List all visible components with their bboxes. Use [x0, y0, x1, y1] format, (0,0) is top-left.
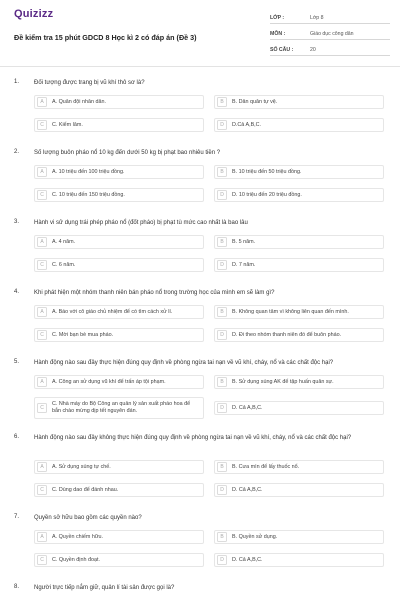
- option-d[interactable]: [214, 118, 384, 132]
- option-letter: B: [217, 97, 227, 107]
- option-letter: B: [217, 462, 227, 472]
- option-letter: C: [37, 190, 47, 200]
- option-d[interactable]: [214, 328, 384, 342]
- quizizz-logo[interactable]: Quizizz: [14, 8, 54, 20]
- option-text: A. Quyền chiếm hữu.: [52, 533, 103, 540]
- meta-label: SỐ CÂU :: [270, 47, 294, 53]
- option-letter: C: [37, 403, 47, 413]
- question-number: 6.: [14, 434, 20, 440]
- worksheet-title: Đề kiểm tra 15 phút GDCD 8 Học kì 2 có đáp án (Đề 3): [14, 33, 197, 42]
- option-d[interactable]: [214, 553, 384, 567]
- meta-underline: [270, 39, 390, 40]
- option-text: B. Quyền sử dụng.: [232, 533, 278, 540]
- option-text: D.Cả A,B,C.: [232, 121, 262, 128]
- question-text: Quyền sở hữu bao gồm các quyền nào?: [34, 515, 142, 521]
- question-text: Hành động nào sau đây không thực hiện đúng quy định về phòng ngừa tai nạn về vũ khí, cháy, nổ và các chất độc hại?: [34, 435, 352, 441]
- option-a[interactable]: [34, 460, 204, 474]
- option-text: B. Không quan tâm vì không liên quan đến mình.: [232, 308, 349, 315]
- question-number: 1.: [14, 79, 20, 85]
- option-letter: C: [37, 120, 47, 130]
- option-letter: A: [37, 237, 47, 247]
- option-letter: B: [217, 532, 227, 542]
- option-text: C. 6 năm.: [52, 261, 76, 268]
- option-text: B. Sử dụng súng AK để tập huấn quân sự.: [232, 378, 334, 385]
- option-a[interactable]: [34, 305, 204, 319]
- option-c[interactable]: [34, 118, 204, 132]
- option-letter: B: [217, 307, 227, 317]
- option-c[interactable]: [34, 397, 204, 419]
- option-text: C. Mời bạn bè mua pháo.: [52, 331, 114, 338]
- option-text: A. 10 triệu đến 100 triệu đồng.: [52, 168, 125, 175]
- question-text: Người trực tiếp nắm giữ, quản lí tài sản được gọi là?: [34, 585, 175, 591]
- option-letter: D: [217, 190, 227, 200]
- worksheet-header: [0, 0, 400, 66]
- meta-label: MÔN :: [270, 31, 286, 37]
- option-letter: C: [37, 485, 47, 495]
- option-b[interactable]: [214, 305, 384, 319]
- option-letter: A: [37, 307, 47, 317]
- option-text: A. Sử dụng súng tự chế.: [52, 463, 111, 470]
- option-text: D. Cả A,B,C.: [232, 486, 263, 493]
- option-letter: D: [217, 120, 227, 130]
- option-text: D. 10 triệu đến 20 triệu đồng.: [232, 191, 302, 198]
- option-a[interactable]: [34, 375, 204, 389]
- option-c[interactable]: [34, 553, 204, 567]
- option-b[interactable]: [214, 375, 384, 389]
- option-letter: B: [217, 167, 227, 177]
- option-text: C. Kiểm lâm.: [52, 121, 83, 128]
- option-d[interactable]: [214, 483, 384, 497]
- option-c[interactable]: [34, 188, 204, 202]
- meta-row-subject: [270, 28, 390, 40]
- option-b[interactable]: [214, 530, 384, 544]
- meta-underline: [270, 23, 390, 24]
- option-d[interactable]: [214, 401, 384, 415]
- option-b[interactable]: [214, 95, 384, 109]
- option-letter: D: [217, 260, 227, 270]
- option-c[interactable]: [34, 328, 204, 342]
- option-letter: D: [217, 403, 227, 413]
- option-text: D. Đi theo nhóm thanh niên đó để buôn pháo.: [232, 331, 342, 338]
- question-number: 2.: [14, 149, 20, 155]
- option-letter: A: [37, 462, 47, 472]
- option-b[interactable]: [214, 165, 384, 179]
- option-text: B. 10 triệu đến 50 triệu đồng.: [232, 168, 302, 175]
- option-text: A. 4 năm.: [52, 238, 76, 245]
- option-text: C. Dùng dao để đánh nhau.: [52, 486, 119, 493]
- option-letter: A: [37, 532, 47, 542]
- meta-underline: [270, 55, 390, 56]
- question-text: Khi phát hiện một nhóm thanh niên bán pháo nổ trong trường học của mình em sẽ làm gì?: [34, 290, 275, 296]
- option-text: D. 7 năm.: [232, 261, 256, 268]
- meta-value: 20: [310, 47, 316, 53]
- question-number: 4.: [14, 289, 20, 295]
- option-letter: C: [37, 555, 47, 565]
- option-text: C. Nhà máy do Bộ Công an quản lý sản xuất pháo hoa để bắn chào mừng dịp tết nguyên đán.: [52, 401, 191, 414]
- question-text: Hành vi sử dụng trái phép pháo nổ (đốt pháo) bị phạt tù mức cao nhất là bao lâu: [34, 220, 248, 226]
- option-a[interactable]: [34, 95, 204, 109]
- option-text: A. Báo với cô giáo chủ nhiệm để có tìm cách xử lí.: [52, 308, 173, 315]
- option-text: A. Công an sử dụng vũ khí để trấn áp tội phạm.: [52, 378, 166, 385]
- option-d[interactable]: [214, 188, 384, 202]
- option-letter: B: [217, 377, 227, 387]
- option-c[interactable]: [34, 258, 204, 272]
- option-letter: C: [37, 260, 47, 270]
- meta-label: LỚP :: [270, 15, 285, 21]
- option-text: B. Cưa mìn để lấy thuốc nổ.: [232, 463, 300, 470]
- option-a[interactable]: [34, 530, 204, 544]
- meta-value: Lớp 8: [310, 15, 324, 21]
- option-letter: A: [37, 377, 47, 387]
- option-text: D. Cả A,B,C.: [232, 556, 263, 563]
- header-divider: [0, 66, 400, 67]
- option-letter: A: [37, 97, 47, 107]
- option-letter: D: [217, 485, 227, 495]
- question-number: 7.: [14, 514, 20, 520]
- option-text: B. 5 năm.: [232, 238, 256, 245]
- option-letter: D: [217, 330, 227, 340]
- question-text: Số lượng buôn pháo nổ 10 kg đến dưới 50 kg bị phạt bao nhiêu tiền ?: [34, 150, 221, 156]
- option-text: C. 10 triệu đến 150 triệu đồng.: [52, 191, 125, 198]
- question-number: 3.: [14, 219, 20, 225]
- option-d[interactable]: [214, 258, 384, 272]
- question-text: Hành động nào sau đây thực hiện đúng quy định về phòng ngừa tai nạn về vũ khí, cháy, nổ và các chất độc hại?: [34, 360, 334, 366]
- option-text: D. Cả A,B,C.: [232, 404, 263, 411]
- option-letter: A: [37, 167, 47, 177]
- meta-value: Giáo dục công dân: [310, 31, 354, 37]
- option-text: A. Quân đội nhân dân.: [52, 98, 106, 105]
- option-letter: B: [217, 237, 227, 247]
- option-text: C. Quyền định đoạt.: [52, 556, 100, 563]
- option-a[interactable]: [34, 165, 204, 179]
- option-b[interactable]: [214, 460, 384, 474]
- option-letter: C: [37, 330, 47, 340]
- question-number: 8.: [14, 584, 20, 590]
- question-number: 5.: [14, 359, 20, 365]
- option-b[interactable]: [214, 235, 384, 249]
- option-a[interactable]: [34, 235, 204, 249]
- meta-row-class: [270, 12, 390, 24]
- option-text: B. Dân quân tự vệ.: [232, 98, 278, 105]
- question-text: Đối tượng được trang bị vũ khí thô sơ là?: [34, 80, 145, 86]
- option-letter: D: [217, 555, 227, 565]
- meta-row-count: [270, 44, 390, 56]
- option-c[interactable]: [34, 483, 204, 497]
